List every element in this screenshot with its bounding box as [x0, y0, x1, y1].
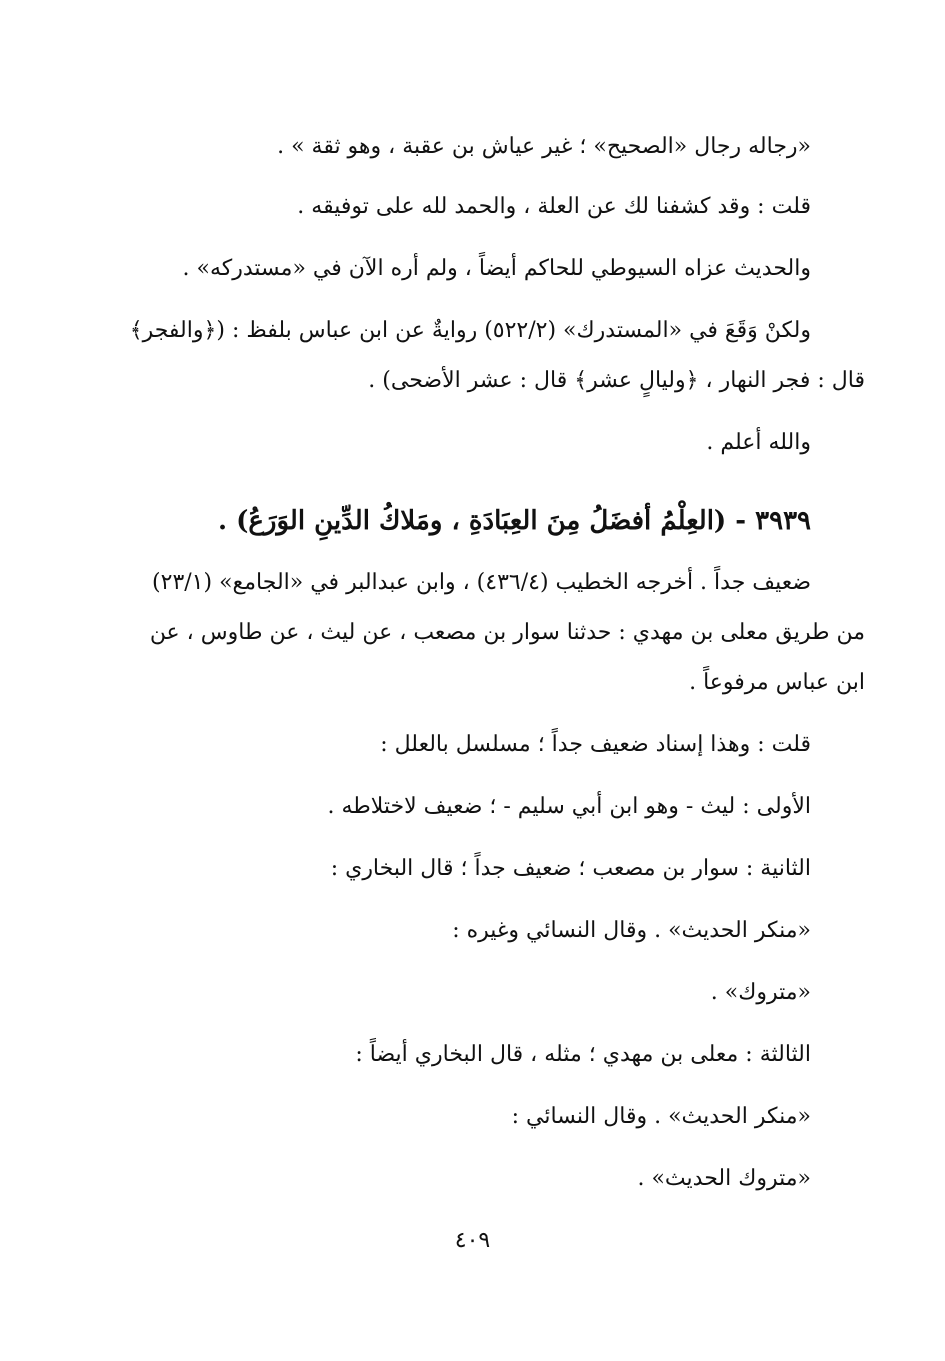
text-line-17: «منكر الحديث» . وقال النسائي : — [511, 1104, 811, 1129]
hadith-heading: ٣٩٣٩ - (العِلْمُ أفضَلُ مِنَ العِبَادَةِ ، ومَلاكُ الدِّينِ الوَرَعُ) . — [218, 506, 811, 536]
text-line-16: الثالثة : معلى بن مهدي ؛ مثله ، قال البخاري أيضاً : — [355, 1042, 811, 1067]
text-line-5: قال : فجر النهار ، ﴿وليالٍ عشر﴾ قال : عشر الأضحى) . — [368, 368, 865, 393]
text-line-14: «منكر الحديث» . وقال النسائي وغيره : — [452, 918, 811, 943]
text-line-13: الثانية : سوار بن مصعب ؛ ضعيف جداً ؛ قال البخاري : — [330, 856, 811, 881]
text-line-12: الأولى : ليث - وهو ابن أبي سليم - ؛ ضعيف لاختلاطه . — [327, 794, 811, 819]
text-line-15: «متروك» . — [710, 980, 811, 1005]
text-line-3: والحديث عزاه السيوطي للحاكم أيضاً ، ولم أره الآن في «مستدركه» . — [182, 256, 811, 281]
text-line-11: قلت : وهذا إسناد ضعيف جداً ؛ مسلسل بالعلل : — [380, 732, 811, 757]
text-line-6: والله أعلم . — [706, 430, 811, 455]
text-line-1: «رجاله رجال «الصحيح» ؛ غير عياش بن عقبة ، وهو ثقة » . — [277, 134, 811, 159]
text-line-10: ابن عباس مرفوعاً . — [689, 670, 865, 695]
text-line-2: قلت : وقد كشفنا لك عن العلة ، والحمد لله على توفيقه . — [297, 194, 811, 219]
text-line-4: ولكنْ وَقَعَ في «المستدرك» (٥٢٢/٢) روايةٌ عن ابن عباس بلفظ : (﴿والفجر﴾ — [129, 318, 811, 343]
text-line-18: «متروك الحديث» . — [637, 1166, 811, 1191]
text-line-9: من طريق معلى بن مهدي : حدثنا سوار بن مصعب ، عن ليث ، عن طاوس ، عن — [149, 620, 865, 645]
text-line-8: ضعيف جداً . أخرجه الخطيب (٤٣٦/٤) ، وابن عبدالبر في «الجامع» (٢٣/١) — [152, 570, 811, 595]
page-number: ٤٠٩ — [454, 1228, 491, 1253]
